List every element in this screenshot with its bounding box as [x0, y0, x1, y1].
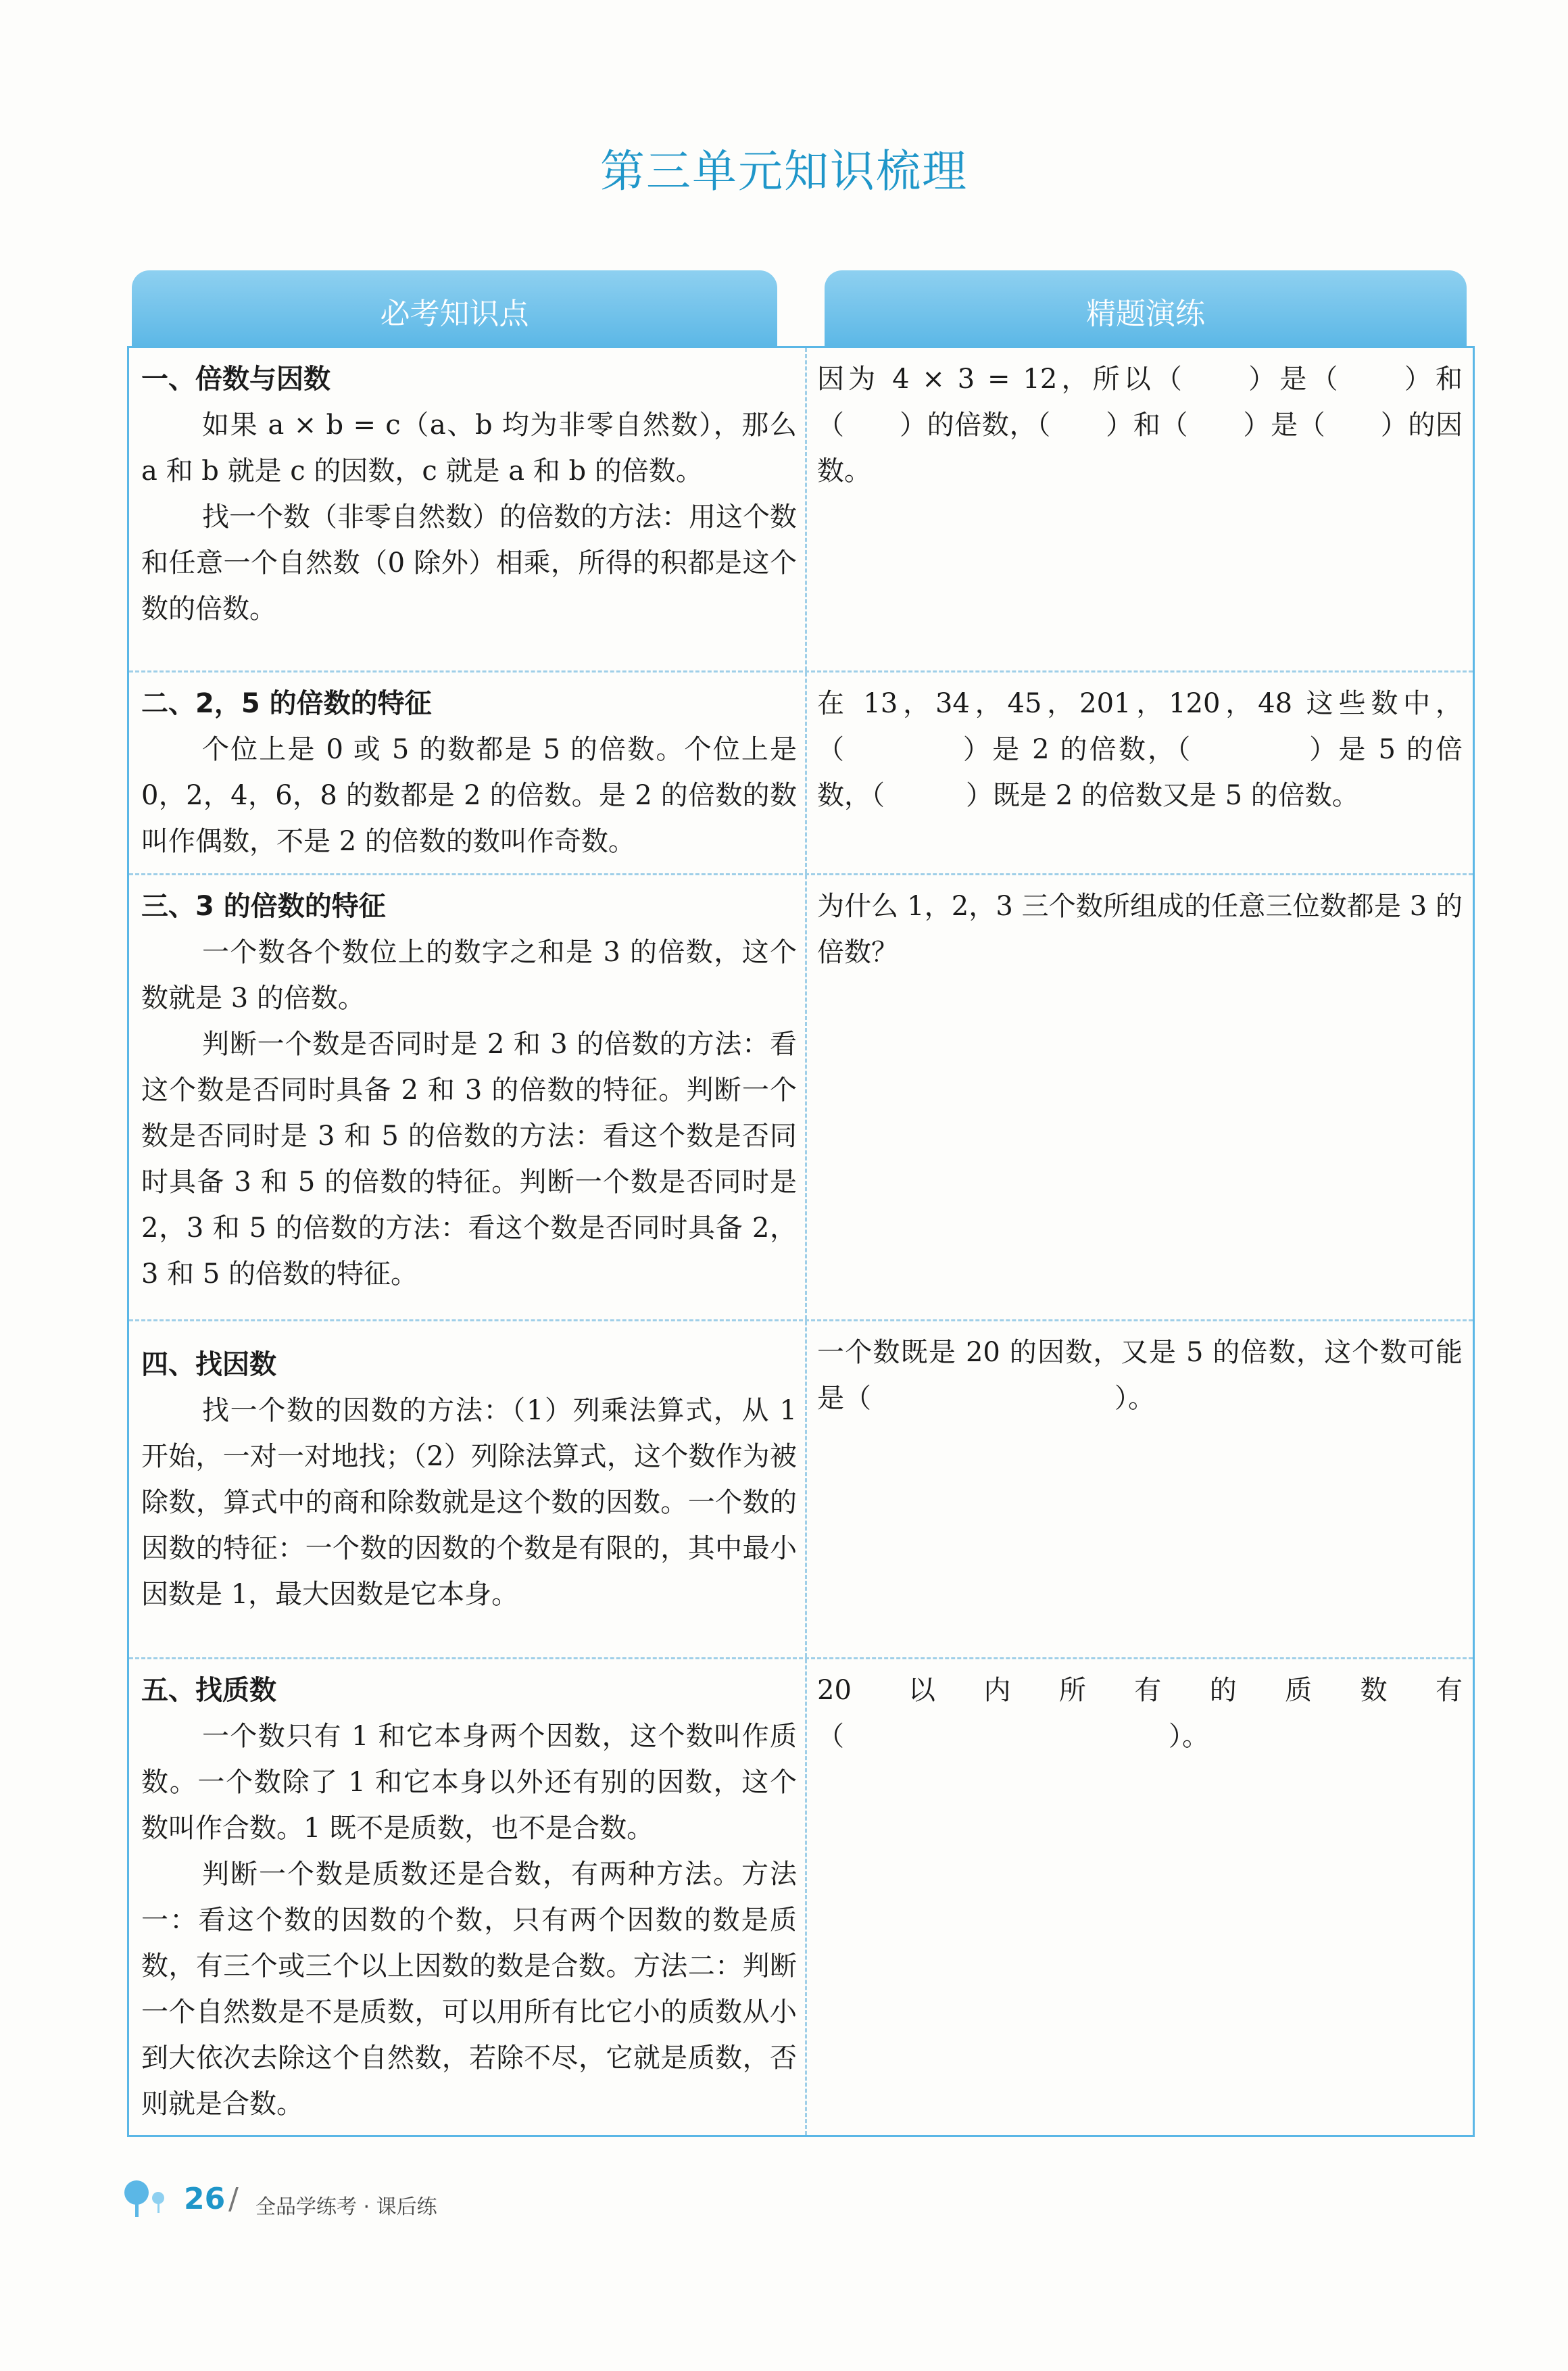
- section-paragraph: 如果 a × b = c（a、b 均为非零自然数），那么 a 和 b 就是 c 的因数，c 就是 a 和 b 的倍数。: [141, 410, 797, 487]
- exercise-cell: [817, 1667, 1463, 1759]
- exercise-text: 为什么 1，2，3 三个数所组成的任意三位数都是 3 的倍数？: [817, 891, 1463, 968]
- knowledge-table: [127, 346, 1475, 2137]
- exercise-cell: [817, 681, 1463, 818]
- exercise-text: 20 以内所有的质数有（ ）。: [817, 1675, 1463, 1752]
- table-row: [129, 673, 1473, 875]
- column-divider: [805, 1659, 807, 2135]
- column-divider: [805, 348, 807, 670]
- tab-key-knowledge: 必考知识点: [132, 270, 777, 348]
- tree-icon: [120, 2178, 174, 2221]
- section-paragraph: 个位上是 0 或 5 的数都是 5 的倍数。个位上是 0，2，4，6，8 的数都是 2 的倍数。是 2 的倍数的数叫作偶数，不是 2 的倍数的数叫作奇数。: [141, 734, 797, 857]
- column-divider: [805, 673, 807, 873]
- section-paragraph: 一个数各个数位上的数字之和是 3 的倍数，这个数就是 3 的倍数。: [141, 937, 797, 1014]
- section-heading: 一、倍数与因数: [141, 364, 330, 395]
- column-divider: [805, 1321, 807, 1657]
- knowledge-cell: [141, 681, 797, 864]
- exercise-text: 一个数既是 20 的因数，又是 5 的倍数，这个数可能是（ ）。: [817, 1337, 1463, 1414]
- exercise-text: 因为 4 × 3 = 12，所以（ ）是（ ）和（ ）的倍数，（ ）和（ ）是（ ）的因数。: [817, 364, 1463, 487]
- knowledge-cell: [141, 1342, 797, 1617]
- exercise-cell: [817, 883, 1463, 975]
- column-divider: [805, 875, 807, 1319]
- table-row: [129, 348, 1473, 673]
- section-paragraph: 找一个数的因数的方法：（1）列乘法算式，从 1 开始，一对一对地找；（2）列除法算式，这个数作为被除数，算式中的商和除数就是这个数的因数。一个数的因数的特征：一个数的因数的个数是有限的，其中最小因数是 1，最大因数是它本身。: [141, 1395, 797, 1610]
- exercise-cell: [817, 356, 1463, 494]
- table-row: [129, 875, 1473, 1321]
- section-paragraph: 一个数只有 1 和它本身两个因数，这个数叫作质数。一个数除了 1 和它本身以外还有别的因数，这个数叫作合数。1 既不是质数，也不是合数。: [141, 1721, 797, 1844]
- table-row: [129, 1659, 1473, 2135]
- page-title: 第三单元知识梳理: [600, 145, 968, 197]
- section-paragraph: 找一个数（非零自然数）的倍数的方法：用这个数和任意一个自然数（0 除外）相乘，所得的积都是这个数的倍数。: [141, 502, 797, 625]
- knowledge-cell: [141, 1667, 797, 2127]
- exercise-text: 在 13，34，45，201，120，48 这些数中，（ ）是 2 的倍数，（ ）是 5 的倍数，（ ）既是 2 的倍数又是 5 的倍数。: [817, 688, 1463, 811]
- knowledge-cell: [141, 883, 797, 1297]
- section-paragraph: 判断一个数是质数还是合数，有两种方法。方法一：看这个数的因数的个数，只有两个因数的数是质数，有三个或三个以上因数的数是合数。方法二：判断一个自然数是不是质数，可以用所有比它小的质数从小到大依次去除这个自然数，若除不尽，它就是质数，否则就是合数。: [141, 1859, 797, 2120]
- book-title: 全品学练考 · 课后练: [255, 2195, 437, 2219]
- section-heading: 四、找因数: [141, 1349, 276, 1380]
- section-heading: 五、找质数: [141, 1675, 276, 1706]
- page-slash: /: [228, 2182, 239, 2216]
- table-row: [129, 1321, 1473, 1659]
- tab-practice: 精题演练: [825, 270, 1467, 348]
- exercise-cell: [817, 1329, 1463, 1421]
- section-heading: 二、2，5 的倍数的特征: [141, 688, 432, 719]
- section-heading: 三、3 的倍数的特征: [141, 891, 386, 922]
- section-paragraph: 判断一个数是否同时是 2 和 3 的倍数的方法：看这个数是否同时具备 2 和 3 的倍数的特征。判断一个数是否同时是 3 和 5 的倍数的方法：看这个数是否同时具备 3 和 5 的倍数的特征。判断一个数是否同时是 2，3 和 5 的倍数的方法：看这个数是否同时具备 2，3 和 5 的倍数的特征。: [141, 1029, 797, 1290]
- page-number: 26: [184, 2182, 226, 2216]
- knowledge-cell: [141, 356, 797, 632]
